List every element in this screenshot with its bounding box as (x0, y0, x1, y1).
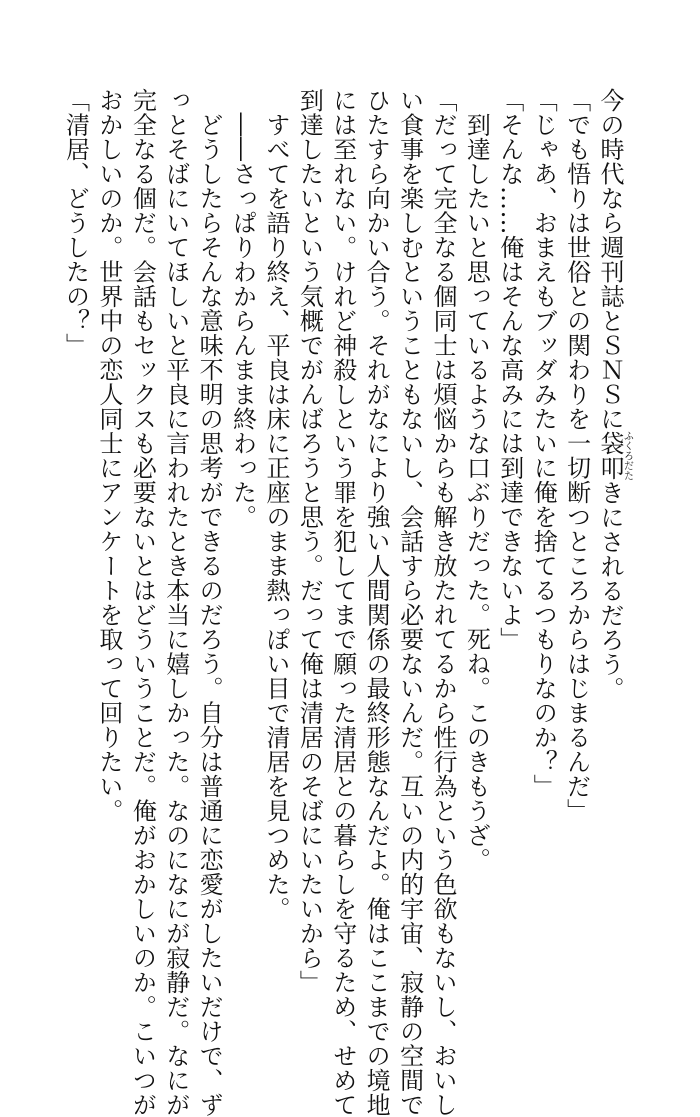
text-line-1-post: きにされるだろう。 (596, 480, 624, 701)
text-line-2: 「でも悟りは世俗との関わりを一切断つところからはじまるんだ」 (562, 88, 591, 823)
text-line-9: には至れない。けれど神殺しという罪を犯してまで願った清居との暮らしを守るため、せめて (328, 88, 357, 1117)
text-line-6: 「だって完全なる個同士は煩悩からも解き放たれてるから性行為という色欲もないし、おいし (428, 88, 457, 1117)
vertical-text-body (58, 88, 633, 1117)
text-line-12: ――さっぱりわからんまま終わった。 (228, 88, 257, 529)
text-line-5: 到達したいと思っているような口ぶりだった。死ね。このきもうざ。 (462, 88, 491, 872)
text-line-7: い食事を楽しむということもないし、会話すら必要ないんだ。互いの内的宇宙、寂静の空間で (395, 88, 424, 1117)
text-line-16: おかしいのか。世界中の恋人同士にアンケートを取って回りたい。 (94, 88, 123, 823)
text-line-8: ひたすら向かい合う。それがなにより強い人間関係の最終形態なんだよ。俺はここまでの境地 (362, 88, 391, 1117)
text-line-13: どうしたらそんな意味不明の思考ができるのだろう。自分は普通に恋愛がしたいだけで、ず (195, 88, 224, 1117)
text-line-11: すべてを語り終え、平良は床に正座のまま熱っぽい目で清居を見つめた。 (261, 88, 290, 921)
text-line-17: 「清居、どうしたの？」 (61, 88, 90, 358)
text-line-1-pre: 今の時代なら週刊誌とＳＮＳに (596, 88, 624, 431)
text-line-1 (593, 88, 632, 988)
ruby-base-text: 袋叩 (596, 430, 624, 481)
furigana-word (596, 430, 633, 481)
text-line-14: っとそばにいてほしいと平良に言われたとき本当に嬉しかった。なのになにが寂静だ。なにが (161, 88, 190, 1117)
text-line-15: 完全なる個だ。会話もセックスも必要ないとはどういうことだ。俺がおかしいのか。こいつが (128, 88, 157, 1117)
text-line-4: 「そんな……俺はそんな高みには到達できないよ」 (495, 88, 524, 652)
text-line-10: 到達したいという気概でがんばろうと思う。だって俺は清居のそばにいたいから」 (295, 88, 324, 995)
ruby-reading: ふくろだた (621, 430, 633, 481)
text-line-3: 「じゃあ、おまえもブッダみたいに俺を捨てるつもりなのか？」 (529, 88, 558, 799)
